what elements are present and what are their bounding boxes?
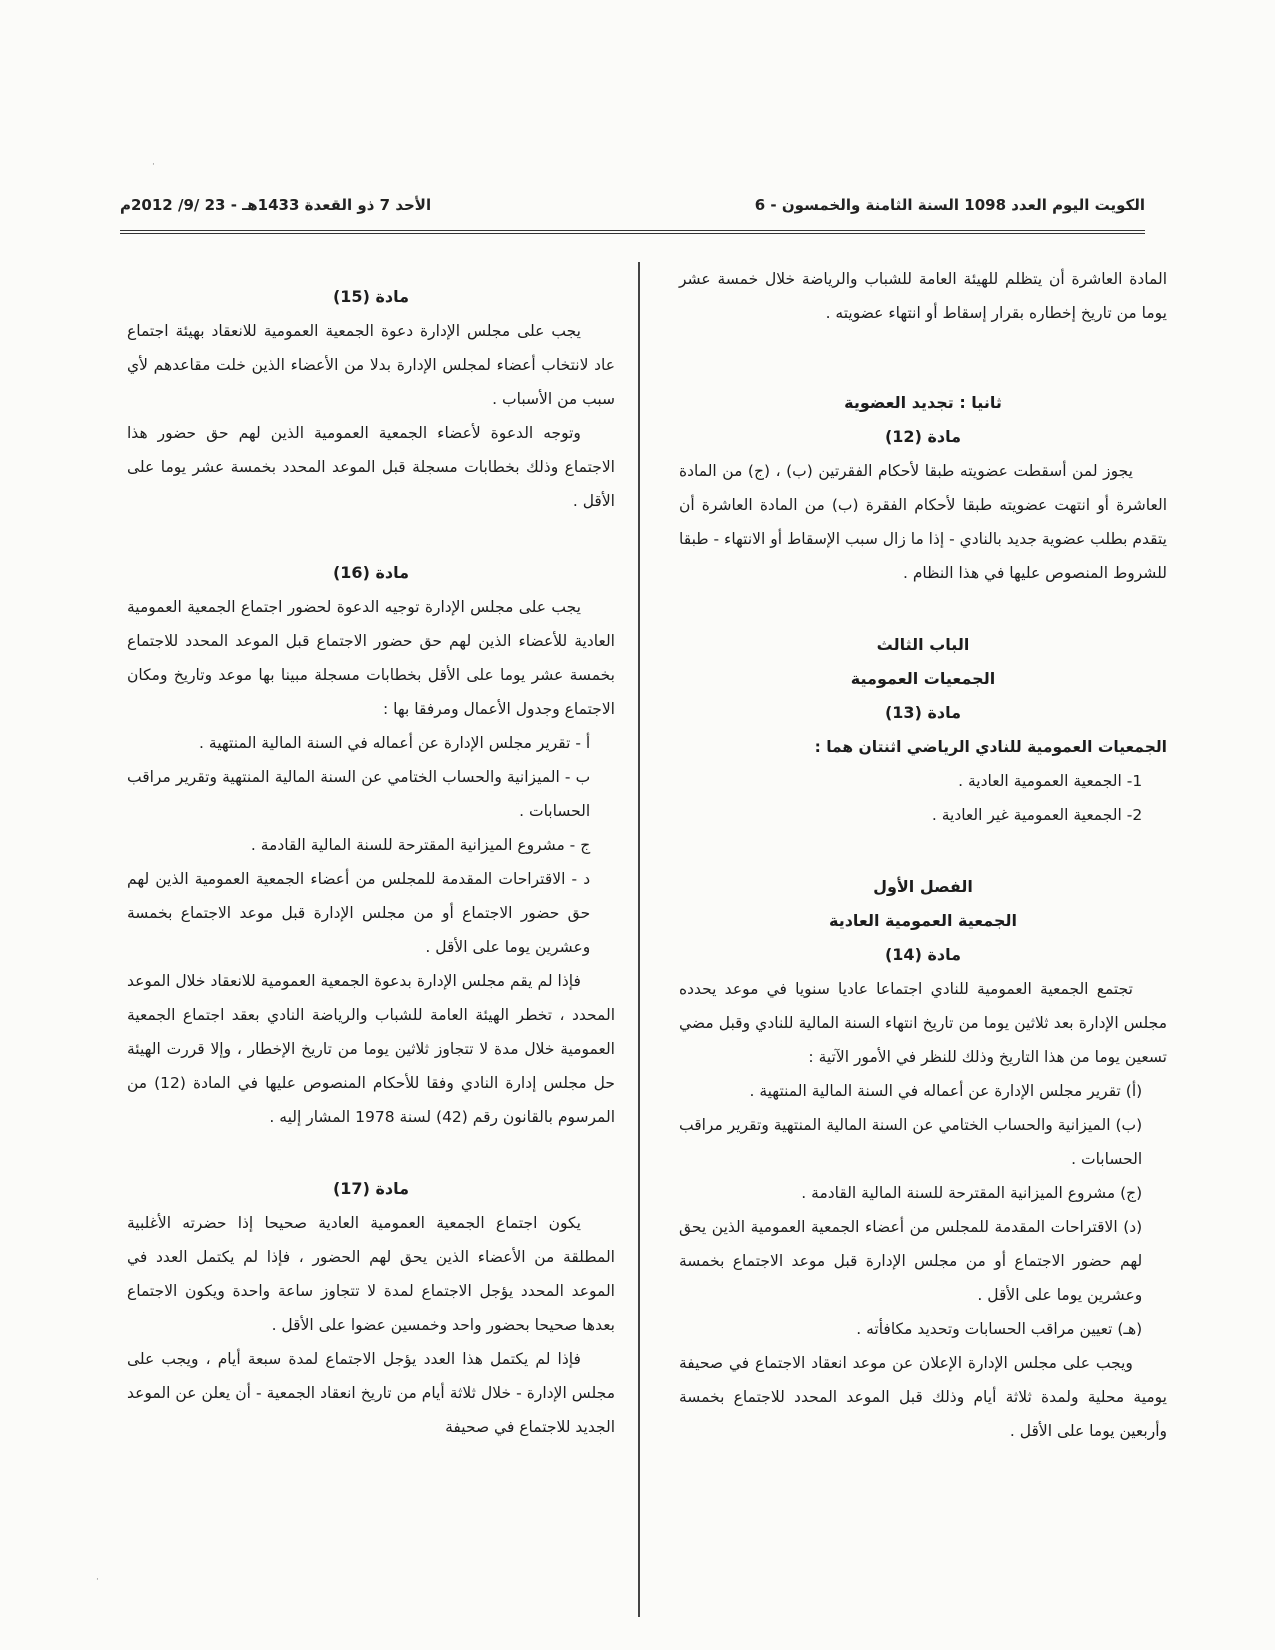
article-16-item: ج - مشروع الميزانية المقترحة للسنة المالية القادمة .	[250, 836, 591, 854]
article-title: مادة (17)	[332, 1179, 410, 1198]
header-issue: الكويت اليوم العدد 1098 السنة الثامنة والخمسون - 6	[754, 196, 1145, 214]
column-divider	[638, 262, 640, 1617]
scan-speck: ·	[96, 1575, 99, 1585]
article-13-lead: الجمعيات العمومية للنادي الرياضي اثنتان هما :	[814, 738, 1167, 756]
article-12-text: يجوز لمن أسقطت عضويته طبقا لأحكام الفقرتين (ب) ، (ج) من المادة العاشرة أو انتهت عضويته طبقا لأحكام الفقرة (ب) من المادة العاشرة أن يتقدم بطلب عضوية جديد بالنادي - إذا ما زال سبب الإسقاط أو الانتهاء - طبقا للشروط المنصوص عليها في هذا النظام .	[679, 462, 1167, 582]
article-17-text: فإذا لم يكتمل هذا العدد يؤجل الاجتماع لمدة سبعة أيام ، ويجب على مجلس الإدارة - خلال ثلاثة أيام من تاريخ انعقاد الجمعية - أن يعلن عن الموعد الجديد للاجتماع في صحيفة	[127, 1350, 615, 1436]
article-title: مادة (12)	[884, 427, 962, 446]
chapter-title: الباب الثالث	[876, 635, 970, 654]
section-title: ثانيا : تجديد العضوية	[844, 393, 1002, 412]
article-14-item: (هـ) تعيين مراقب الحسابات وتحديد مكافأته .	[856, 1320, 1143, 1338]
header-date: الأحد 7 ذو القعدة 1433هـ - 23 /9/ 2012م	[120, 196, 432, 214]
article-16-item: ب - الميزانية والحساب الختامي عن السنة المالية المنتهية وتقرير مراقب الحسابات .	[127, 768, 591, 820]
continuation-paragraph: المادة العاشرة أن يتظلم للهيئة العامة للشباب والرياضة خلال خمسة عشر يوما من تاريخ إخطاره بقرار إسقاط أو انتهاء عضويته .	[679, 270, 1167, 322]
article-16-item: د - الاقتراحات المقدمة للمجلس من أعضاء الجمعية العمومية الذين لهم حق حضور الاجتماع أو من مجلس الإدارة قبل موعد الاجتماع بخمسة وعشرين يوما على الأقل .	[127, 870, 591, 956]
article-15-text: وتوجه الدعوة لأعضاء الجمعية العمومية الذين لهم حق حضور هذا الاجتماع وذلك بخطابات مسجلة قبل الموعد المحدد بخمسة عشر يوما على الأقل .	[127, 424, 615, 510]
page-header	[120, 196, 1145, 218]
article-15-text: يجب على مجلس الإدارة دعوة الجمعية العمومية للانعقاد بهيئة اجتماع عاد لانتخاب أعضاء لمجلس الإدارة بدلا من الأعضاء الذين خلت مقاعدهم لأي سبب من الأسباب .	[127, 322, 615, 408]
article-16-text: فإذا لم يقم مجلس الإدارة بدعوة الجمعية العمومية للانعقاد خلال الموعد المحدد ، تخطر الهيئة العامة للشباب والرياضة النادي بعقد اجتماع الجمعية العمومية خلال مدة لا تتجاوز ثلاثين يوما من تاريخ الإخطار ، وإلا قررت الهيئة حل مجلس إدارة النادي وفقا للأحكام المنصوص عليها في المادة (12) من المرسوم بالقانون رقم (42) لسنة 1978 المشار إليه .	[127, 972, 615, 1126]
right-column	[679, 262, 1167, 1448]
article-title: مادة (15)	[332, 287, 410, 306]
article-title: مادة (13)	[884, 703, 962, 722]
article-14-item: (أ) تقرير مجلس الإدارة عن أعماله في السنة المالية المنتهية .	[749, 1082, 1143, 1100]
article-13-item: 2- الجمعية العمومية غير العادية .	[931, 806, 1143, 824]
scan-speck: ·	[152, 160, 155, 170]
article-title: مادة (16)	[332, 563, 410, 582]
article-14-item: (ج) مشروع الميزانية المقترحة للسنة المالية القادمة .	[801, 1184, 1143, 1202]
section-title: الفصل الأول	[873, 877, 973, 896]
header-rule	[120, 230, 1145, 234]
article-14-item: (د) الاقتراحات المقدمة للمجلس من أعضاء الجمعية العمومية الذين يحق لهم حضور الاجتماع أو من مجلس الإدارة قبل موعد الاجتماع بخمسة وعشرين يوما على الأقل .	[679, 1218, 1143, 1304]
article-13-item: 1- الجمعية العمومية العادية .	[958, 772, 1143, 790]
chapter-subtitle: الجمعيات العمومية	[850, 669, 996, 688]
article-16-text: يجب على مجلس الإدارة توجيه الدعوة لحضور اجتماع الجمعية العمومية العادية للأعضاء الذين لهم حق حضور الاجتماع قبل الموعد المحدد للاجتماع بخمسة عشر يوما على الأقل بخطابات مسجلة مبينا بها موعد وتاريخ ومكان الاجتماع وجدول الأعمال ومرفقا بها :	[127, 598, 615, 718]
article-14-closing: ويجب على مجلس الإدارة الإعلان عن موعد انعقاد الاجتماع في صحيفة يومية محلية ولمدة ثلاثة أيام وذلك قبل الموعد المحدد للاجتماع بخمسة وأربعين يوما على الأقل .	[679, 1354, 1167, 1440]
article-16-item: أ - تقرير مجلس الإدارة عن أعماله في السنة المالية المنتهية .	[199, 734, 591, 752]
left-column	[127, 262, 615, 1444]
section-subtitle: الجمعية العمومية العادية	[828, 911, 1018, 930]
article-title: مادة (14)	[884, 945, 962, 964]
article-14-text: تجتمع الجمعية العمومية للنادي اجتماعا عاديا سنويا في موعد يحدده مجلس الإدارة بعد ثلاثين يوما من تاريخ انتهاء السنة المالية للنادي وقبل مضي تسعين يوما من هذا التاريخ وذلك للنظر في الأمور الآتية :	[679, 980, 1167, 1066]
article-14-item: (ب) الميزانية والحساب الختامي عن السنة المالية المنتهية وتقرير مراقب الحسابات .	[679, 1116, 1143, 1168]
article-17-text: يكون اجتماع الجمعية العمومية العادية صحيحا إذا حضرته الأغلبية المطلقة من الأعضاء الذين يحق لهم الحضور ، فإذا لم يكتمل العدد في الموعد المحدد يؤجل الاجتماع لمدة لا تتجاوز ساعة واحدة ويكون الاجتماع بعدها صحيحا بحضور واحد وخمسين عضوا على الأقل .	[127, 1214, 615, 1334]
